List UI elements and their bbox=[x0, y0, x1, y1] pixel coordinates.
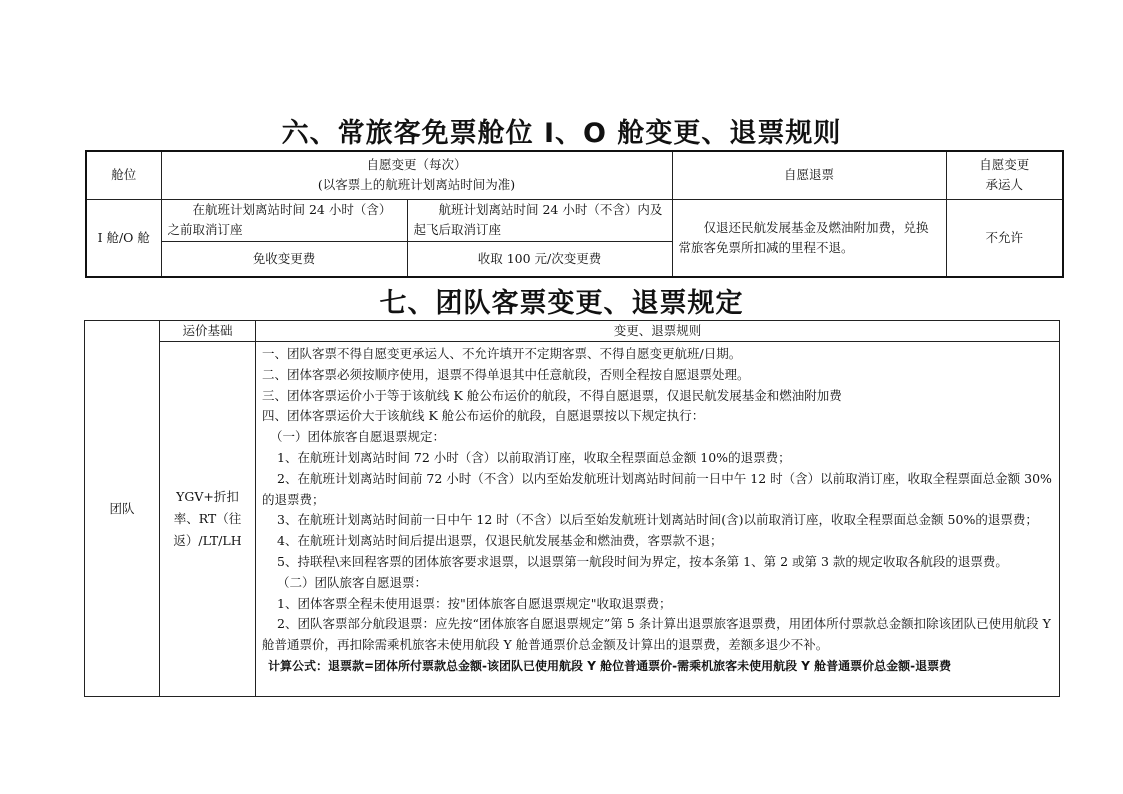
header-carrier-change: 自愿变更 承运人 bbox=[946, 151, 1063, 199]
rule-line: 4、在航班计划离站时间后提出退票，仅退民航发展基金和燃油费，客票款不退； bbox=[277, 533, 723, 549]
rule-line: 1、团体客票全程未使用退票：按"团体旅客自愿退票规定"收取退票费； bbox=[277, 595, 672, 611]
rule-line: 1、在航班计划离站时间 72 小时（含）以前取消订座，收取全程票面总金额 10%的退票费； bbox=[277, 449, 791, 465]
rule-line: 5、持联程\来回程客票的团体旅客要求退票，以退票第一航段时间为界定，按本条第 1、第 2 或第 3 款的规定收取各航段的退票费。 bbox=[277, 553, 1008, 569]
header-rules: 变更、退票规则 bbox=[256, 321, 1060, 342]
within-24h-condition: 航班计划离站时间 24 小时（不含）内及起飞后取消订座 bbox=[407, 199, 672, 241]
change-title: 自愿变更（每次） bbox=[366, 157, 467, 173]
header-voluntary-refund: 自愿退票 bbox=[672, 151, 946, 199]
group-label: 团队 bbox=[85, 321, 160, 697]
table-row bbox=[85, 342, 1060, 697]
rule-line: 二、团体客票必须按顺序使用，退票不得单退其中任意航段，否则全程按自愿退票处理。 bbox=[262, 366, 750, 382]
cabin-value: I 舱/O 舱 bbox=[86, 199, 161, 277]
fare-basis-value: YGV+折扣率、RT（往返）/LT/LH bbox=[160, 342, 256, 697]
rules-content bbox=[256, 342, 1060, 697]
rule-line: 一、团队客票不得自愿变更承运人、不允许填开不定期客票、不得自愿变更航班/日期。 bbox=[262, 346, 742, 361]
carrier-change-value: 不允许 bbox=[946, 199, 1063, 277]
table-header-row bbox=[85, 321, 1060, 342]
rule-line: （一）团体旅客自愿退票规定： bbox=[270, 429, 446, 445]
group-ticket-rules-table bbox=[84, 320, 1060, 697]
header-cabin: 舱位 bbox=[86, 151, 161, 199]
fee-free: 免收变更费 bbox=[161, 241, 407, 277]
section7-title: 七、团队客票变更、退票规定 bbox=[379, 288, 744, 319]
rule-line: 四、团体客票运价大于该航线 K 舱公布运价的航段，自愿退票按以下规定执行： bbox=[262, 408, 705, 424]
section6-title: 六、常旅客免票舱位 I、O 舱变更、退票规则 bbox=[281, 118, 842, 149]
before-24h-condition: 在航班计划离站时间 24 小时（含）之前取消订座 bbox=[161, 199, 407, 241]
table-header-row bbox=[86, 151, 1063, 199]
refund-rule: 仅退还民航发展基金及燃油附加费，兑换常旅客免票所扣减的里程不退。 bbox=[672, 199, 946, 277]
rule-line: 三、团体客票运价小于等于该航线 K 舱公布运价的航段，不得自愿退票，仅退民航发展基金和燃油附加费 bbox=[262, 387, 842, 403]
rule-line: 3、在航班计划离站时间前一日中午 12 时（不含）以后至始发航班计划离站时间(含)以前取消订座，收取全程票面总金额 50%的退票费； bbox=[277, 512, 1038, 528]
rule-line: 2、团队客票部分航段退票：应先按“团体旅客自愿退票规定”第 5 条计算出退票旅客退票费，用团体所付票款总金额扣除该团队已使用航段 Y 舱普通票价，再扣除需乘机旅客未使用航段 Y 舱普通票价总金额及计算出的退票费，差额多退少不补。 bbox=[262, 616, 1051, 653]
refund-formula: 计算公式：退票款=团体所付票款总金额-该团队已使用航段 Y 舱位普通票价-需乘机旅客未使用航段 Y 舱普通票价总金额-退票费 bbox=[268, 658, 952, 673]
header-voluntary-change bbox=[161, 151, 672, 199]
frequent-flyer-rules-table bbox=[85, 150, 1064, 278]
change-subtitle: (以客票上的航班计划离站时间为准) bbox=[317, 177, 516, 193]
rule-line: 2、在航班计划离站时间前 72 小时（不含）以内至始发航班计划离站时间前一日中午 12 时（含）以前取消订座，收取全程票面总金额 30%的退票费； bbox=[262, 470, 1052, 507]
header-fare-basis: 运价基础 bbox=[160, 321, 256, 342]
fee-100: 收取 100 元/次变更费 bbox=[407, 241, 672, 277]
rule-line: （二）团队旅客自愿退票： bbox=[277, 574, 428, 590]
table-row bbox=[86, 199, 1063, 241]
